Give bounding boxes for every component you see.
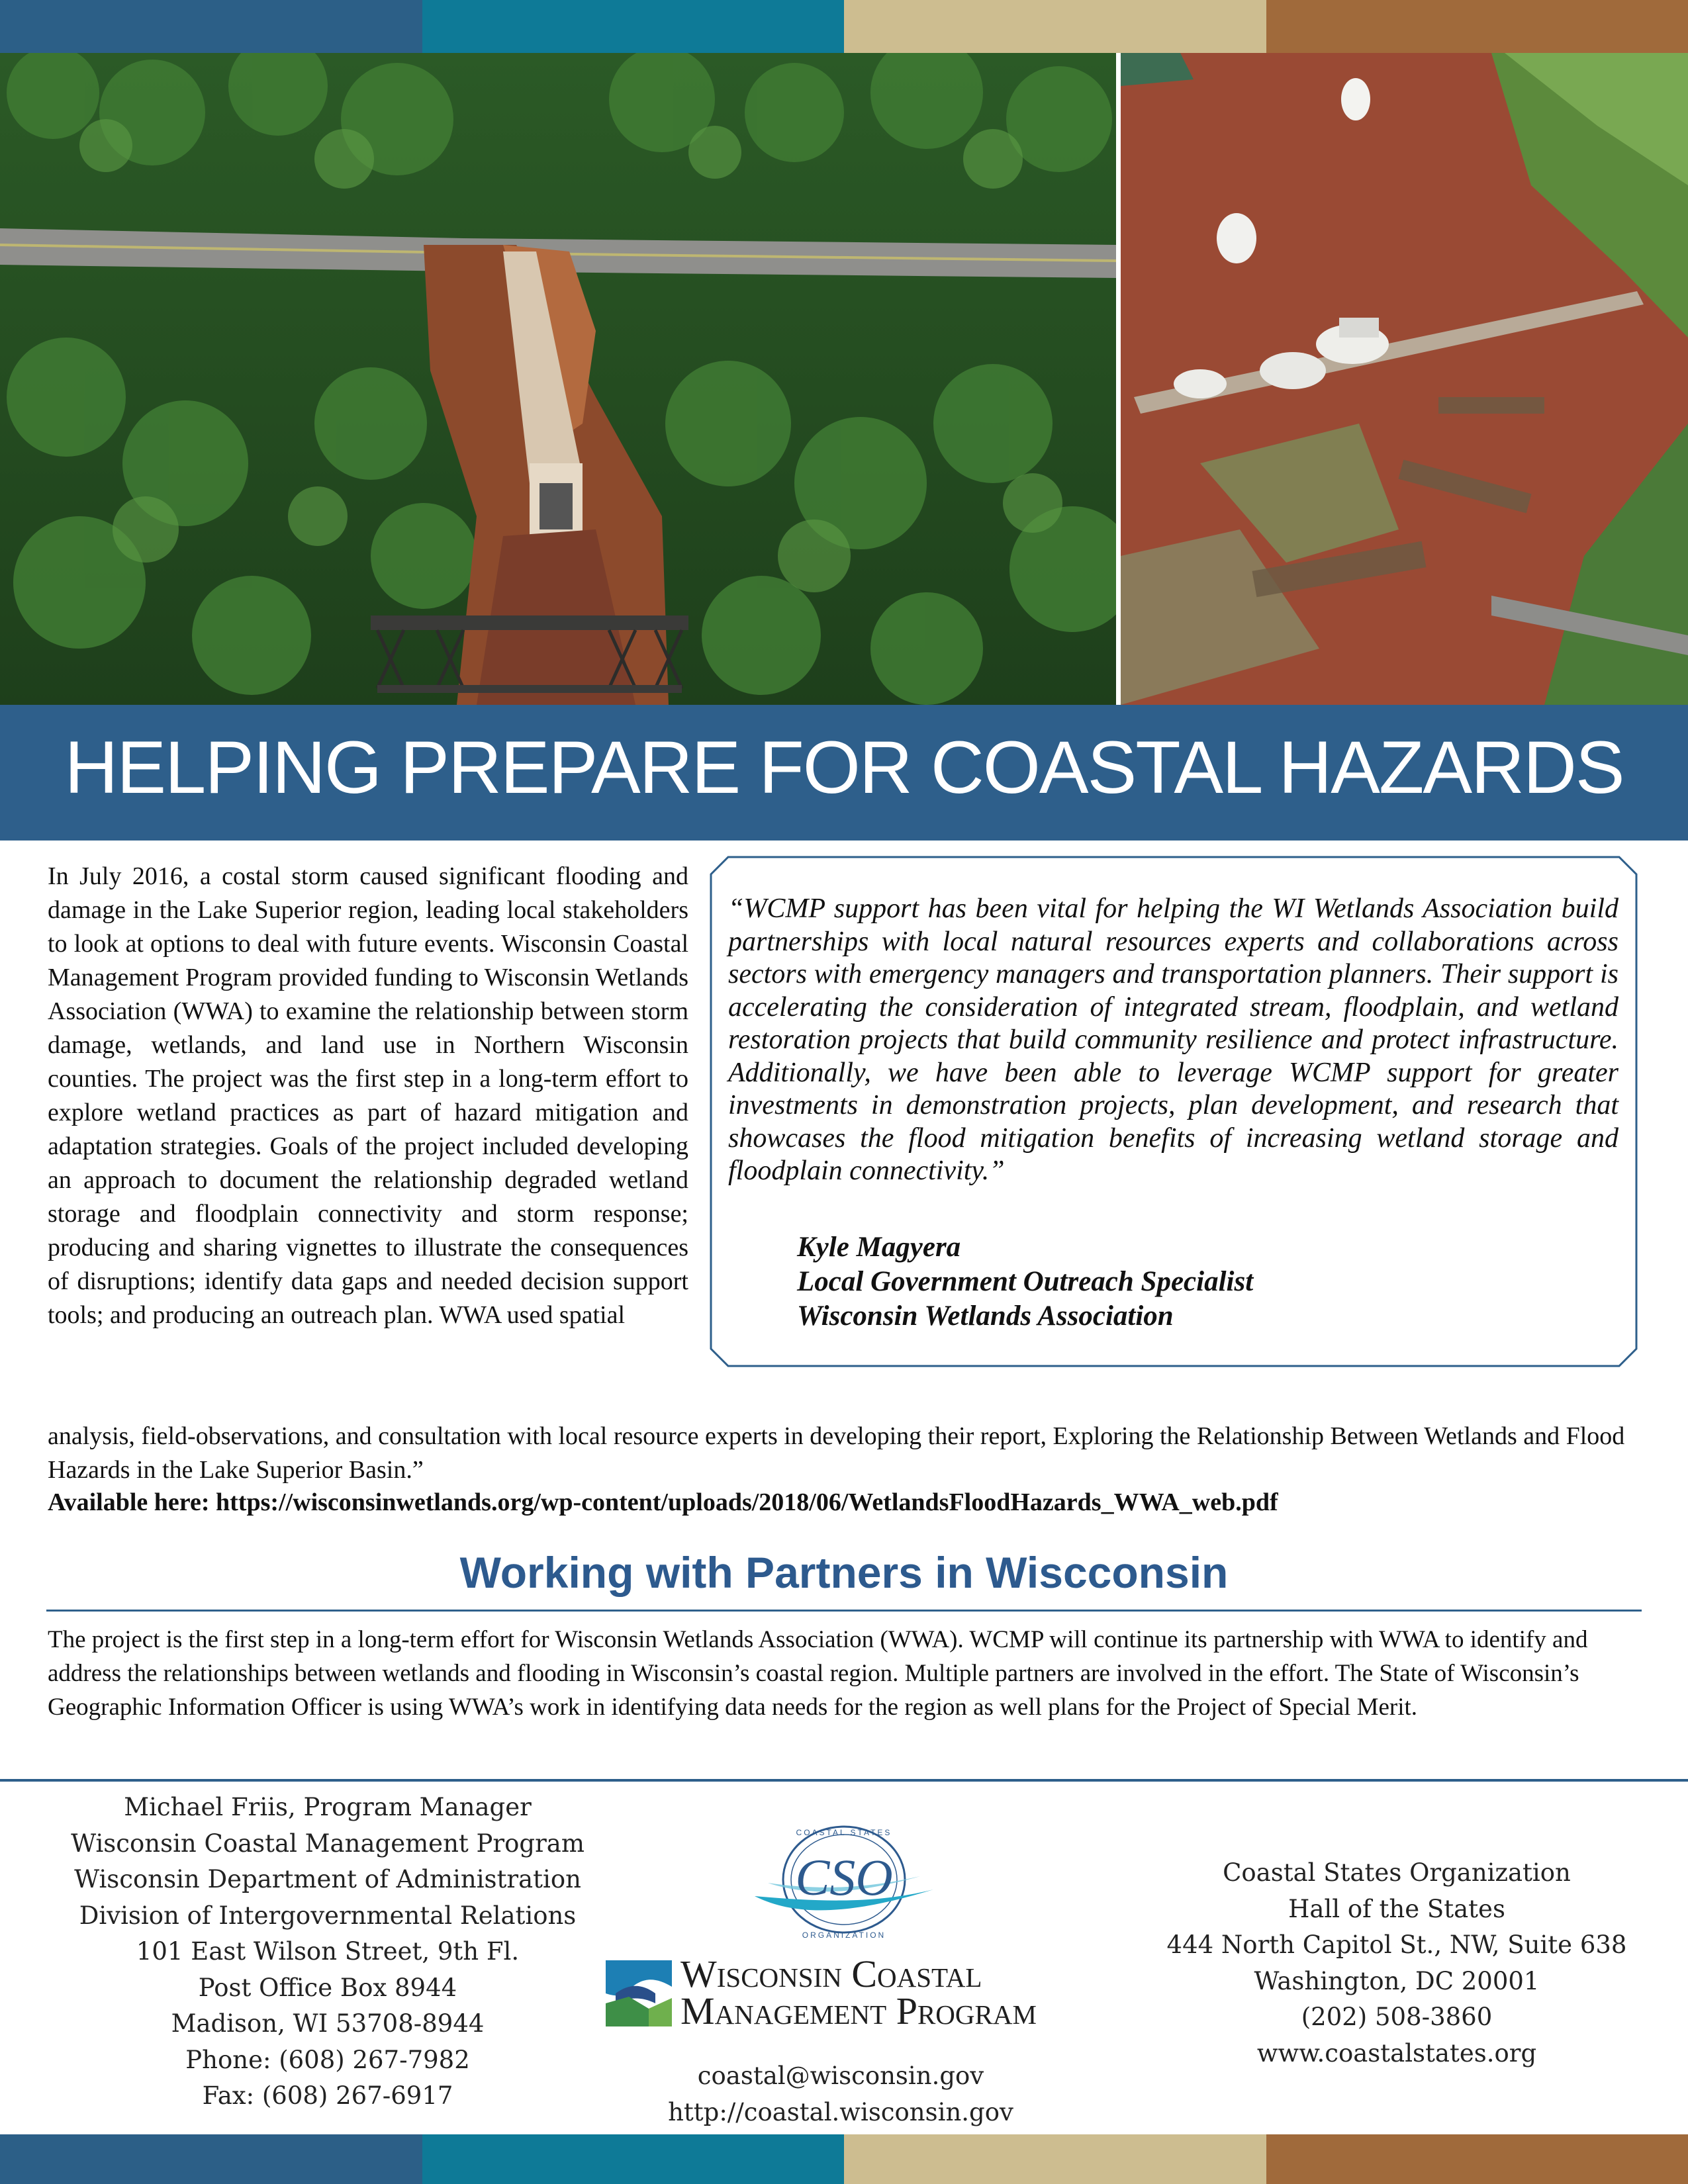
report-link[interactable]: Available here: https://wisconsinwetlands.org/wp-content/uploads/2018/06/WetlandsFloodHazards_WWA_web.pdf (48, 1488, 1278, 1516)
wcmp-logo (602, 1952, 1082, 2035)
footer-divider (0, 1779, 1688, 1782)
partners-divider (46, 1610, 1642, 1612)
quote-text: “WCMP support has been vital for helping the WI Wetlands Association build partnerships with local natural resources experts and collaborations across sectors with emergency managers and transportation planners. Their support is accelerating the consideration of integrated stream, floodplain, and wetland restoration projects that build community resilience and protect infrastructure. Additionally, we have been able to leverage WCMP support for greater investments in demonstration projects, plan development, and research that showcases the flood mitigation benefits of increasing wetland storage and floodplain connectivity.” (728, 893, 1618, 1186)
bottom-color-bar (0, 2134, 1688, 2184)
page-title: HELPING PREPARE FOR COASTAL HAZARDS (64, 726, 1624, 809)
wcmp-logo-line2: Management Program (680, 1989, 1037, 2032)
color-block-blue (0, 2134, 422, 2184)
contact-right-line: Washington, DC 20001 (1254, 1966, 1540, 1995)
contact-left-line: Post Office Box 8944 (198, 1973, 457, 2002)
wcmp-logo-line1: Wisconsin Coastal (680, 1952, 982, 1995)
contact-email-link[interactable]: coastal@wisconsin.gov (697, 2062, 984, 2090)
partners-section-title: Working with Partners in Wiscconsin (459, 1548, 1229, 1597)
flooded-marina-boats-photo (1121, 53, 1688, 705)
color-block-teal (422, 2134, 845, 2184)
photo-flooded-marina (1121, 53, 1688, 705)
contact-left-line: Phone: (608) 267-7982 (185, 2045, 470, 2074)
contact-left-line: Wisconsin Coastal Management Program (71, 1829, 585, 1858)
contact-right-line: 444 North Capitol St., NW, Suite 638 (1166, 1931, 1627, 1959)
title-banner (0, 705, 1688, 841)
contact-right-link[interactable]: www.coastalstates.org (1256, 2038, 1537, 2068)
contact-right-line: (202) 508-3860 (1301, 2003, 1493, 2031)
color-block-brown (1266, 2134, 1688, 2184)
contact-right-line: Hall of the States (1288, 1894, 1505, 1923)
wcmp-wave-icon (602, 1957, 675, 2030)
top-color-bar (0, 0, 1688, 53)
contact-left (46, 1790, 609, 2115)
contact-website-link[interactable]: http://coastal.wisconsin.gov (668, 2097, 1013, 2126)
quote-author-name: Kyle Magyera (797, 1232, 961, 1263)
color-block-blue (0, 0, 422, 53)
quote-author-role: Local Government Outreach Specialist (797, 1266, 1254, 1297)
quote-author-org: Wisconsin Wetlands Association (797, 1300, 1174, 1332)
contact-left-line: 101 East Wilson Street, 9th Fl. (136, 1937, 520, 1966)
contact-left-line: Division of Intergovernmental Relations (79, 1901, 577, 1930)
cso-logo (748, 1817, 940, 1942)
intro-continuation: analysis, field-observations, and consultation with local resource experts in developing their report, Exploring the Relationship Between Wetlands and Flood Hazards in the Lake Superior Basin.” (48, 1422, 1625, 1484)
contact-left-line: Michael Friis, Program Manager (124, 1793, 532, 1821)
contact-center (596, 2058, 1086, 2130)
cso-letters: CSO (795, 1848, 893, 1906)
photo-washed-out-road (0, 53, 1116, 705)
color-block-sand (844, 2134, 1266, 2184)
cso-ring-bottom-text: ORGANIZATION (802, 1931, 886, 1940)
washed-out-road-bridge-photo (0, 53, 1116, 705)
partners-paragraph: The project is the first step in a long-term effort for Wisconsin Wetlands Association (WWA). WCMP will continue its partnership with WWA to identify and address the relationships between wetlands and flooding in Wisconsin’s coastal region. Multiple partners are involved in the effort. The State of Wisconsin’s Geographic Information Officer is using WWA’s work in identifying data needs for the region as well plans for the Project of Special Merit. (48, 1626, 1588, 1721)
contact-left-line: Fax: (608) 267-6917 (202, 2081, 453, 2110)
color-block-teal (422, 0, 845, 53)
color-block-brown (1266, 0, 1688, 53)
contact-left-line: Madison, WI 53708-8944 (171, 2009, 485, 2038)
cso-logo-icon (748, 1817, 940, 1942)
intro-paragraph: In July 2016, a costal storm caused significant flooding and damage in the Lake Superior region, leading local stakeholders to look at options to deal with future events. Wisconsin Coastal Management Program provided funding to Wisconsin Wetlands Association (WWA) to examine the relationship between storm damage, wetlands, and land use in Northern Wisconsin counties. The project was the first step in a long-term effort to explore wetland practices as part of hazard mitigation and adaptation strategies. Goals of the project included developing an approach to document the relationship degraded wetland storage and floodplain connectivity and storm response; producing and sharing vignettes to illustrate the consequences of disruptions; identify data gaps and needed decision support tools; and producing an outreach plan. WWA used spatial (48, 862, 688, 1329)
cso-ring-top-text: COASTAL STATES (796, 1828, 892, 1837)
color-block-sand (844, 0, 1266, 53)
contact-right (1132, 1855, 1662, 2071)
contact-left-line: Wisconsin Department of Administration (74, 1865, 581, 1893)
contact-right-line: Coastal States Organization (1223, 1858, 1571, 1887)
